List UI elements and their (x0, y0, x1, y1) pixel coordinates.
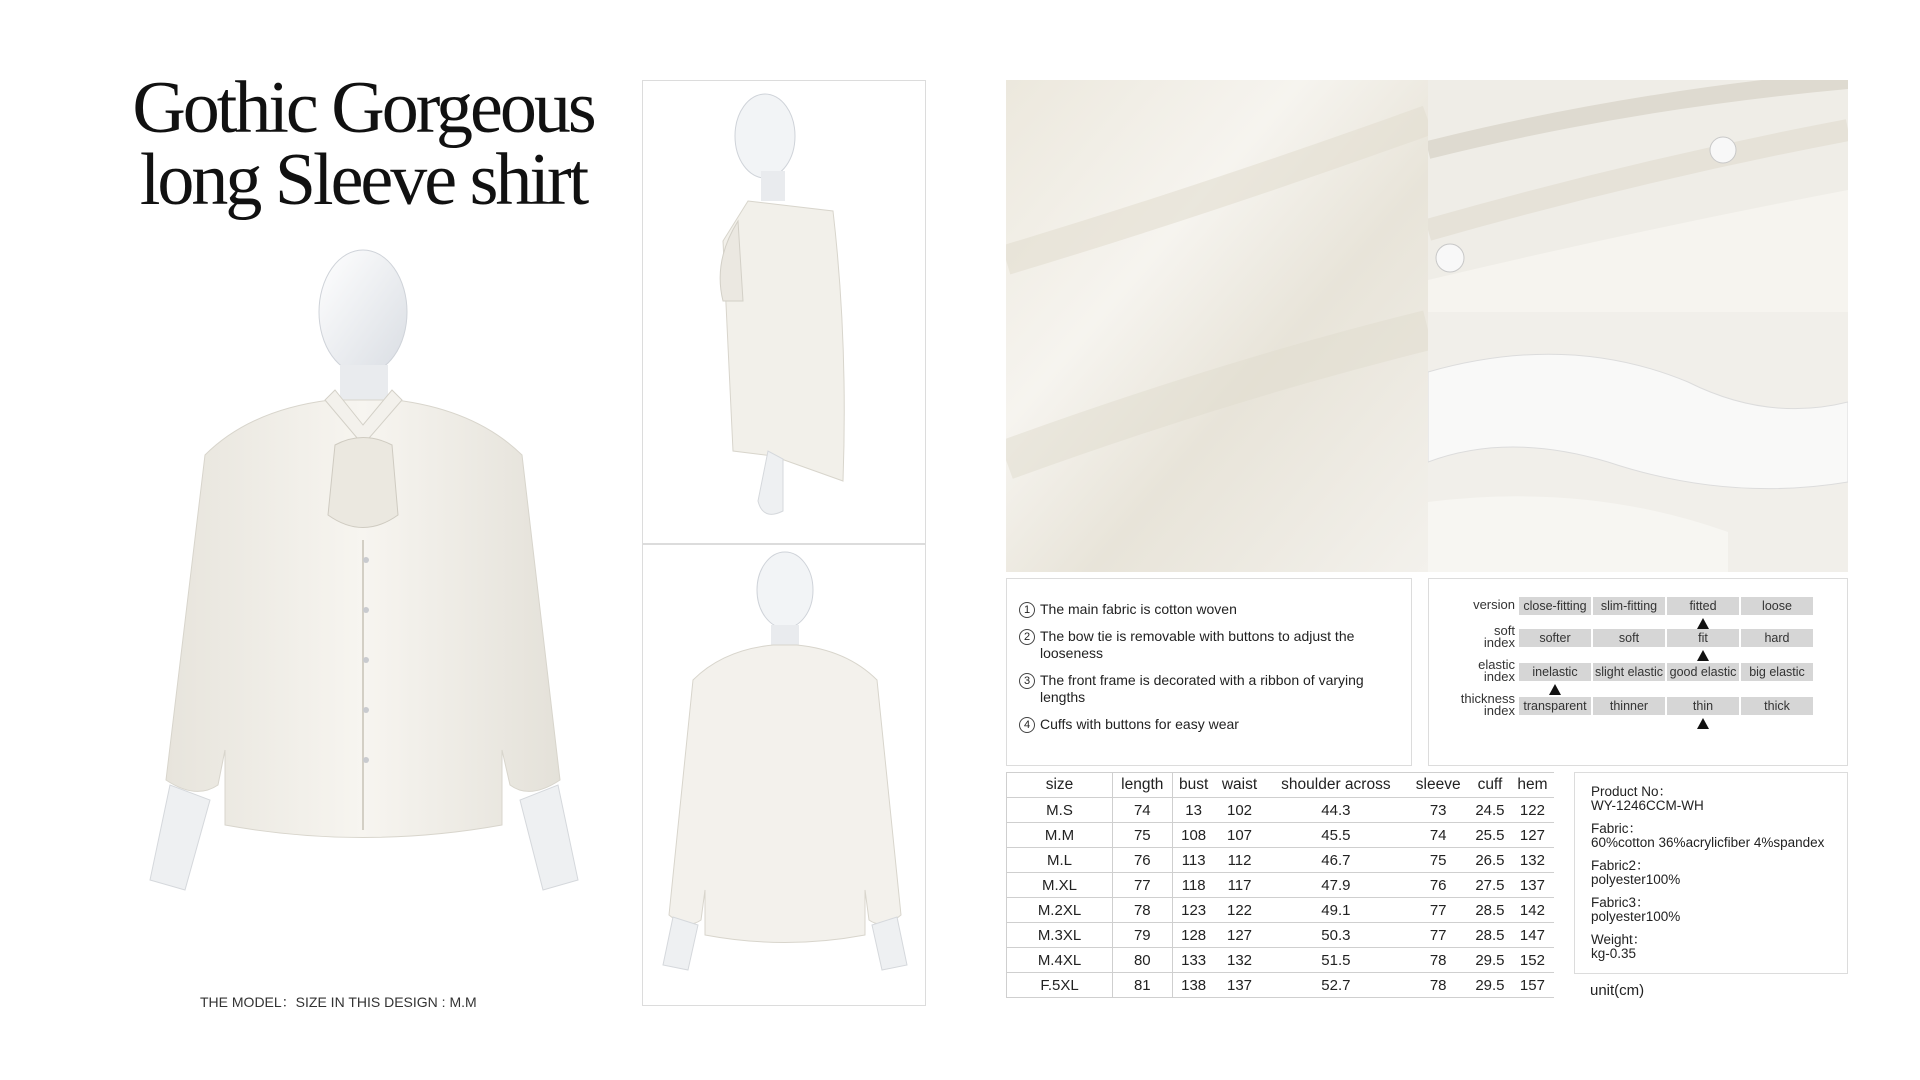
size-table-cell: 152 (1511, 948, 1554, 973)
index-option: softer (1519, 629, 1591, 647)
title-line-1: Gothic Gorgeous (132, 67, 594, 149)
size-table-cell: 77 (1407, 923, 1469, 948)
title-line-2: long Sleeve shirt (139, 139, 587, 221)
index-option: inelastic (1519, 663, 1591, 681)
size-table-cell: 122 (1511, 798, 1554, 823)
index-option: good elastic (1667, 663, 1739, 681)
index-label-line: elastic (1478, 657, 1515, 672)
size-table-cell: 44.3 (1264, 798, 1407, 823)
size-table-cell: 28.5 (1469, 923, 1511, 948)
size-table-cell: 79 (1113, 923, 1173, 948)
size-table-cell: 76 (1407, 873, 1469, 898)
size-table-cell: 52.7 (1264, 973, 1407, 998)
feature-number-icon: 4 (1019, 717, 1035, 733)
index-option: slim-fitting (1593, 597, 1665, 615)
product-info-label: Weight： (1591, 932, 1647, 947)
size-table-row (1007, 898, 1555, 923)
size-table-cell: 137 (1511, 873, 1554, 898)
index-label (1433, 599, 1515, 611)
size-table-header-cell: hem (1511, 773, 1554, 798)
product-info-label: Fabric2： (1591, 858, 1650, 873)
index-option: soft (1593, 629, 1665, 647)
back-view-photo (642, 544, 926, 1006)
size-table-cell: 133 (1172, 948, 1215, 973)
front-view-photo (130, 240, 600, 960)
index-option: thinner (1593, 697, 1665, 715)
product-info-value: polyester100% (1591, 872, 1681, 887)
size-table-header-cell: sleeve (1407, 773, 1469, 798)
index-option: slight elastic (1594, 665, 1664, 679)
size-table-cell: M.XL (1007, 873, 1113, 898)
size-table-cell: 77 (1113, 873, 1173, 898)
product-info-value: polyester100% (1591, 909, 1681, 924)
size-table-cell: 127 (1215, 923, 1265, 948)
index-label-line: version (1473, 597, 1515, 612)
index-option: loose (1741, 597, 1813, 615)
size-table-cell: 112 (1215, 848, 1265, 873)
index-label-line: soft (1494, 623, 1515, 638)
lace-pearl-detail-photo (1428, 80, 1848, 312)
size-table-cell: 107 (1215, 823, 1265, 848)
size-table-row (1007, 923, 1555, 948)
size-table-row (1007, 873, 1555, 898)
product-info-value: kg-0.35 (1591, 946, 1637, 961)
size-table-cell: 28.5 (1469, 898, 1511, 923)
selected-marker-icon (1549, 684, 1561, 695)
feature-text: The front frame is decorated with a ribbon of varying lengths (1040, 672, 1364, 705)
size-table-cell: 78 (1407, 948, 1469, 973)
size-table-cell: 128 (1172, 923, 1215, 948)
size-table-cell: 132 (1511, 848, 1554, 873)
cuff-lace-detail-photo (1428, 312, 1848, 572)
product-info-group (1591, 933, 1831, 961)
size-table-cell: 117 (1215, 873, 1265, 898)
selected-marker-icon (1697, 650, 1709, 661)
product-info-box (1574, 772, 1848, 974)
product-info-label: Fabric3： (1591, 895, 1650, 910)
model-size-note: THE MODEL：SIZE IN THIS DESIGN : M.M (200, 994, 477, 1010)
cuff-detail-illustration (1428, 312, 1848, 572)
index-option: big elastic (1741, 663, 1813, 681)
size-table-header-cell: bust (1172, 773, 1215, 798)
index-label-line: thickness (1460, 691, 1515, 706)
index-label (1433, 625, 1515, 649)
size-table-header-cell: waist (1215, 773, 1265, 798)
size-table-cell: 108 (1172, 823, 1215, 848)
index-option: thin (1667, 697, 1739, 715)
size-table-cell: 76 (1113, 848, 1173, 873)
feature-number-icon: 1 (1019, 602, 1035, 618)
size-table-cell: 122 (1215, 898, 1265, 923)
mannequin-side-illustration (643, 81, 926, 544)
feature-item (1019, 601, 1399, 618)
size-table-cell: 78 (1407, 973, 1469, 998)
feature-item (1019, 628, 1399, 662)
size-table-cell: 118 (1172, 873, 1215, 898)
size-table-cell: 24.5 (1469, 798, 1511, 823)
size-table-cell: 50.3 (1264, 923, 1407, 948)
index-options (1519, 697, 1813, 715)
fabric-closeup-photo (1006, 80, 1428, 572)
size-table-cell: 102 (1215, 798, 1265, 823)
feature-number-icon: 2 (1019, 629, 1035, 645)
index-label-line: index (1483, 703, 1515, 718)
product-title (118, 67, 608, 221)
size-table-cell: 29.5 (1469, 948, 1511, 973)
size-table-cell: M.2XL (1007, 898, 1113, 923)
size-table-row (1007, 973, 1555, 998)
selected-marker-icon (1697, 718, 1709, 729)
size-table-cell: 49.1 (1264, 898, 1407, 923)
size-table-cell: M.3XL (1007, 923, 1113, 948)
feature-text: Cuffs with buttons for easy wear (1040, 716, 1239, 732)
size-table-row (1007, 848, 1555, 873)
feature-item (1019, 716, 1399, 733)
size-table-cell: 78 (1113, 898, 1173, 923)
mannequin-back-illustration (643, 545, 926, 1006)
index-row (1429, 691, 1849, 735)
size-table-cell: 45.5 (1264, 823, 1407, 848)
feature-text: The main fabric is cotton woven (1040, 601, 1237, 617)
size-table-cell: 46.7 (1264, 848, 1407, 873)
index-label (1433, 693, 1515, 717)
size-table-cell: M.M (1007, 823, 1113, 848)
size-table-cell: 142 (1511, 898, 1554, 923)
index-label-line: index (1483, 635, 1515, 650)
index-option: fitted (1667, 597, 1739, 615)
size-table-cell: 25.5 (1469, 823, 1511, 848)
size-chart-table (1006, 772, 1554, 998)
size-table-cell: 74 (1407, 823, 1469, 848)
product-info-group (1591, 859, 1831, 887)
size-table-row (1007, 823, 1555, 848)
size-table-cell: 157 (1511, 973, 1554, 998)
size-table-cell: 137 (1215, 973, 1265, 998)
size-table-header-cell: size (1007, 773, 1113, 798)
size-table-header-row (1007, 773, 1555, 798)
product-info-value: WY-1246CCM-WH (1591, 798, 1704, 813)
feature-list (1006, 578, 1412, 766)
size-table-cell: 81 (1113, 973, 1173, 998)
product-info-label: Product No： (1591, 784, 1673, 799)
feature-number-icon: 3 (1019, 673, 1035, 689)
size-table-cell: F.5XL (1007, 973, 1113, 998)
size-table-cell: M.S (1007, 798, 1113, 823)
size-table-cell: 51.5 (1264, 948, 1407, 973)
fit-indices-panel (1428, 578, 1848, 766)
lace-detail-illustration (1428, 80, 1848, 312)
index-option: fit (1667, 629, 1739, 647)
product-info-group (1591, 785, 1831, 813)
index-options (1519, 663, 1813, 681)
size-table-cell: 26.5 (1469, 848, 1511, 873)
side-view-photo (642, 80, 926, 544)
product-info-label: Fabric： (1591, 821, 1643, 836)
product-info-group (1591, 896, 1831, 924)
feature-text: The bow tie is removable with buttons to adjust the looseness (1040, 628, 1355, 661)
size-table-cell: 147 (1511, 923, 1554, 948)
mannequin-front-illustration (130, 240, 600, 960)
index-option: transparent (1519, 697, 1591, 715)
size-table-cell: 29.5 (1469, 973, 1511, 998)
size-table-cell: 127 (1511, 823, 1554, 848)
index-label-line: index (1483, 669, 1515, 684)
unit-label: unit(cm) (1590, 982, 1645, 999)
size-table-cell: 113 (1172, 848, 1215, 873)
size-table-cell: 132 (1215, 948, 1265, 973)
index-options (1519, 629, 1813, 647)
size-table-cell: 73 (1407, 798, 1469, 823)
size-table-row (1007, 948, 1555, 973)
size-table-header-cell: cuff (1469, 773, 1511, 798)
size-table-cell: 75 (1407, 848, 1469, 873)
product-info-group (1591, 822, 1831, 850)
size-table-cell: 80 (1113, 948, 1173, 973)
size-table-cell: 27.5 (1469, 873, 1511, 898)
index-option: thick (1741, 697, 1813, 715)
size-table-cell: 47.9 (1264, 873, 1407, 898)
product-info-value: 60%cotton 36%acrylicfiber 4%spandex (1591, 835, 1825, 850)
size-table-cell: M.4XL (1007, 948, 1113, 973)
index-label (1433, 659, 1515, 683)
size-table-header-cell: shoulder across (1264, 773, 1407, 798)
size-table-cell: 74 (1113, 798, 1173, 823)
size-table-cell: M.L (1007, 848, 1113, 873)
size-table-cell: 138 (1172, 973, 1215, 998)
size-table-cell: 77 (1407, 898, 1469, 923)
size-table-cell: 13 (1172, 798, 1215, 823)
size-table-header-cell: length (1113, 773, 1173, 798)
fabric-texture-illustration (1006, 80, 1428, 572)
feature-item (1019, 672, 1399, 706)
index-option: close-fitting (1519, 597, 1591, 615)
index-options (1519, 597, 1813, 615)
size-table-cell: 75 (1113, 823, 1173, 848)
size-table-row (1007, 798, 1555, 823)
index-option: hard (1741, 629, 1813, 647)
size-table-cell: 123 (1172, 898, 1215, 923)
